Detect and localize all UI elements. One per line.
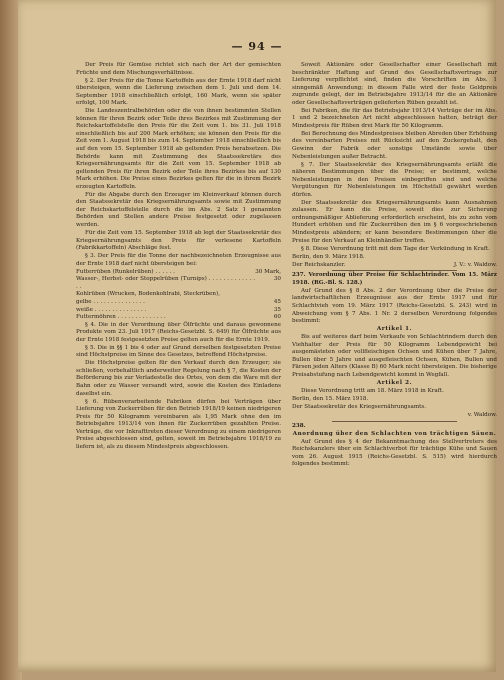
paragraph: Diese Verordnung tritt am 18. März 1918 in Kraft. bbox=[301, 387, 444, 394]
paragraph: Bis auf weiteres darf beim Verkaufe von Schlachtrindern durch den Viehhalter der Preis für 50 Kilogramm Lebendgewicht bei ausgemästeten oder vollfleischigen Ochsen und Kühen über 7 Jahre, Bullen über 5 Jahre und ausgefleischten Ochsen, Kühen, Bullen und Färsen jeden Alters (Klasse B) 60 Mark nicht übersteigen. Die bisherige Preisabstufung nach Lebendgewicht kommt in Wegfall. bbox=[292, 334, 497, 378]
signature-line bbox=[292, 254, 497, 262]
list-item-value: 30 bbox=[273, 276, 281, 283]
signature-name: v. Waldow. bbox=[467, 412, 497, 419]
paragraph: Die Höchstpreise gelten für den Verkauf durch den Erzeuger; sie schließen, vorbehaltlich anderweiter Regelung nach § 7, die Kosten der Beförderung bis zur Verladestelle des Ortes, von dem die Ware mit der Bahn oder zu Wasser versandt wird, sowie die Kosten des Einladens daselbst ein. bbox=[76, 360, 281, 397]
signature-title: Der Reichskanzler. bbox=[292, 261, 346, 268]
signature-title: Der Staatssekretär des Kriegsernährungsamts. bbox=[292, 404, 427, 411]
paragraph: Auf Grund des § 4 der Bekanntmachung des Stellvertreters des Reichskanzlers über ein Schlachtverbot für trächtige Kühe und Sauen vom 26. August 1915 (Reichs-Gesetzbl. S. 515) wird hierdurch folgendes bestimmt: bbox=[292, 438, 497, 468]
law-title: 237. Verordnung über Preise für Schlachtrinder. Vom 15. März 1918. (RG.-Bl. S. 128.) bbox=[292, 272, 497, 286]
paragraph: Auf Grund des § 8 Abs. 2 der Verordnung über die Preise der landwirtschaftlichen Erzeugnisse aus der Ernte 1917 und für Schlachtvieh vom 19. März 1917 (Reichs-Gesetzbl. S. 243) wird in Abweichung vom § 7 Abs. 1 Nr. 2 derselben Verordnung folgendes bestimmt: bbox=[292, 287, 497, 325]
paragraph: § 7. Der Staatssekretär des Kriegsernährungsamts erläßt die näheren Bestimmungen über die Preise; er bestimmt, welche Nebenleistungen in den Preisen einbegriffen sind und welche Vergütungen für Nebenleistungen im Höchstfall gewährt werden dürfen. bbox=[292, 161, 497, 198]
paragraph: § 4. Die in der Verordnung über Ölfrüchte und daraus gewonnene Produkte vom 23. Juli 1917 (Reichs-Gesetzbl. S. 649) für Ölfrüchte aus der Ernte 1918 festgesetzten Preise gelten auch für die Ernte 1919. bbox=[76, 321, 281, 343]
article-heading: Artikel 1. bbox=[376, 326, 413, 333]
signature-place: Berlin, den 9. März 1918. bbox=[292, 253, 365, 260]
paragraph: § 3. Der Preis für die Tonne der nachbezeichneten Erzeugnisse aus der Ernte 1918 darf nicht übersteigen bei: bbox=[76, 253, 281, 267]
law-title: Anordnung über den Schlachten von trächtigen Säuen. bbox=[292, 430, 497, 437]
divider bbox=[332, 421, 457, 422]
list-item-name: Kohlrüben (Wrucken, Bodenkohlrabi, Steckrüben), bbox=[76, 291, 220, 298]
list-item-name: Futtermöhren . . . . . . . . . . . . . . bbox=[76, 314, 166, 321]
paragraph: § 8. Diese Verordnung tritt mit dem Tage der Verkündung in Kraft. bbox=[301, 245, 490, 252]
article-heading: Artikel 2. bbox=[376, 379, 413, 386]
paragraph: Für die Zeit vom 15. September 1918 ab legt der Staatssekretär des Kriegsernährungsamts den Preis für verlesene Kartoffeln (Fabrikkartoffeln) Abschläge fest. bbox=[76, 230, 281, 252]
list-item-value: 30 Mark, bbox=[255, 268, 281, 275]
signature-line bbox=[292, 262, 497, 270]
list-item-name: weiße . . . . . . . . . . . . . . . bbox=[76, 306, 147, 313]
list-item bbox=[76, 276, 281, 291]
list-item-name: gelbe . . . . . . . . . . . . . . . bbox=[76, 298, 145, 305]
list-item-value: 35 bbox=[273, 306, 281, 313]
paragraph: § 2. Der Preis für die Tonne Kartoffeln aus der Ernte 1918 darf nicht übersteigen, wenn die Lieferung zwischen dem 1. Juli und dem 14. September 1918 einschließlich erfolgt, 160 Mark, wenn sie später erfolgt, 100 Mark. bbox=[76, 77, 281, 107]
paragraph: § 5. Die in §§ 1 bis 4 oder auf Grund derselben festgesetzten Preise sind Höchstpreise im Sinne des Gesetzes, betreffend Höchstpreise. bbox=[76, 344, 281, 359]
paragraph: Der Preis für Gemüse richtet sich nach der Art der gemischten Früchte und dem Mischungsverhältnisse. bbox=[76, 62, 281, 76]
list-item-value bbox=[255, 291, 281, 299]
document-page bbox=[18, 0, 496, 672]
list-item bbox=[76, 291, 281, 299]
signature-place: Berlin, den 15. März 1918. bbox=[292, 396, 369, 403]
list-item bbox=[76, 314, 281, 322]
list-item bbox=[76, 307, 281, 315]
right-column bbox=[292, 62, 497, 469]
paragraph: Bei Fabriken, die für das Betriebsjahr 1913/14 Verträge der im Abs. 1 und 2 bezeichneten Art nicht abgeschlossen hatten, beträgt der Mindestpreis für Rüben drei Mark für 50 Kilogramm. bbox=[292, 107, 497, 129]
paragraph: Bei Berechnung des Mindestpreises bleiben Abreden über Erhöhung des vereinbarten Preises mit Rücksicht auf den Zuckergehalt, den Gewinn der Fabrik oder sonstige Umstände sowie über Nebenleistungen außer Betracht. bbox=[292, 130, 497, 160]
paragraph: § 6. Rübenverarbeitende Fabriken dürfen bei Verträgen über Lieferung von Zuckerrüben für den Betrieb 1918/19 keinen niedrigeren Preis für 50 Kilogramm vereinbaren als 1,95 Mark ohne den im Betriebsjahre 1913/14 von ihnen für Zuckerrüben gezahlten Preise. Verträge, die vor Inkrafttreten dieser Verordnung zu einem niedrigeren Preise abgeschlossen sind, gelten, soweit im Betriebsjahre 1918/19 zu liefern ist, als zu diesem Mindestpreis abgeschlossen. bbox=[76, 398, 281, 450]
paragraph: Der Staatssekretär des Kriegsernährungsamts kann Ausnahmen zulassen. Er kann die Preise, soweit dies zur Sicherung ordnungsmäßiger Ablieferung erforderlich erscheint, bis zu zehn vom Hundert erhöhen und für Zuckerrüben den im § 6 vorgeschriebenen Mindestpreis abändern; er kann besondere Bestimmungen über die Preise für den Verkauf an Kleinhändler treffen. bbox=[292, 199, 497, 244]
paragraph: Die Landeszentralbehörden oder die von ihnen bestimmten Stellen können für ihren Bezirk oder Teile ihres Bezirkes mit Zustimmung der Reichskartoffelstelle den Preis für die Zeit vom 1. bis 31. Juli 1918 einschließlich bis auf 200 Mark erhöhen; sie können den Preis für die Zeit vom 1. August 1918 bis zum 14. September 1918 einschließlich bis auf den vom 15. September 1918 ab geltenden Preis herabsetzen. Die Behörde kann mit Zustimmung des Staatssekretärs des Kriegsernährungsamts für die Zeit vom 15. September 1918 ab geltenden Preis für ihren Bezirk oder Teile ihres Bezirkes bis auf 130 Mark erhöhen. Die Preise eines Bezirkes gelten für die in ihrem Bezirk erzeugten Kartoffeln. bbox=[76, 108, 281, 190]
law-number: 238. bbox=[292, 422, 306, 429]
paragraph: Für die Abgabe durch den Erzeuger im Kleinverkauf können durch den Staatssekretär des Kriegsernährungsamts sowie mit Zustimmung der Reichskartoffelstelle durch die im Abs. 2 Satz 1 genannten Behörden und Stellen andere Preise festgesetzt oder zugelassen werden. bbox=[76, 191, 281, 228]
list-item-value: 60 bbox=[273, 314, 281, 321]
list-item-value: 45 bbox=[273, 298, 281, 305]
list-item-name: Wasser-, Herbst- oder Stoppelrüben (Turnips) . . . . . . . . . . . . . . . bbox=[76, 276, 255, 290]
list-item bbox=[76, 299, 281, 307]
list-item-name: Futterrüben (Runkelrüben) . . . . . . bbox=[76, 268, 175, 275]
page-number: — 94 — bbox=[231, 40, 283, 53]
signature-name: J. V.: v. Waldow. bbox=[453, 261, 497, 268]
price-list bbox=[76, 269, 281, 322]
left-column bbox=[76, 62, 281, 452]
paragraph: Soweit Aktionäre oder Gesellschafter einer Gesellschaft mit beschränkter Haftung auf Grund des Gesellschaftsvertrags zur Lieferung verpflichtet sind, finden die Vorschriften im Abs. 1 sinngemäß Anwendung; in diesem Falle wird der feste Geldpreis zugrunde gelegt, der im Betriebsjahre 1913/14 für die an Aktionäre oder Gesellschaftsverträgen gelieferten Rüben gezahlt ist. bbox=[292, 62, 497, 106]
